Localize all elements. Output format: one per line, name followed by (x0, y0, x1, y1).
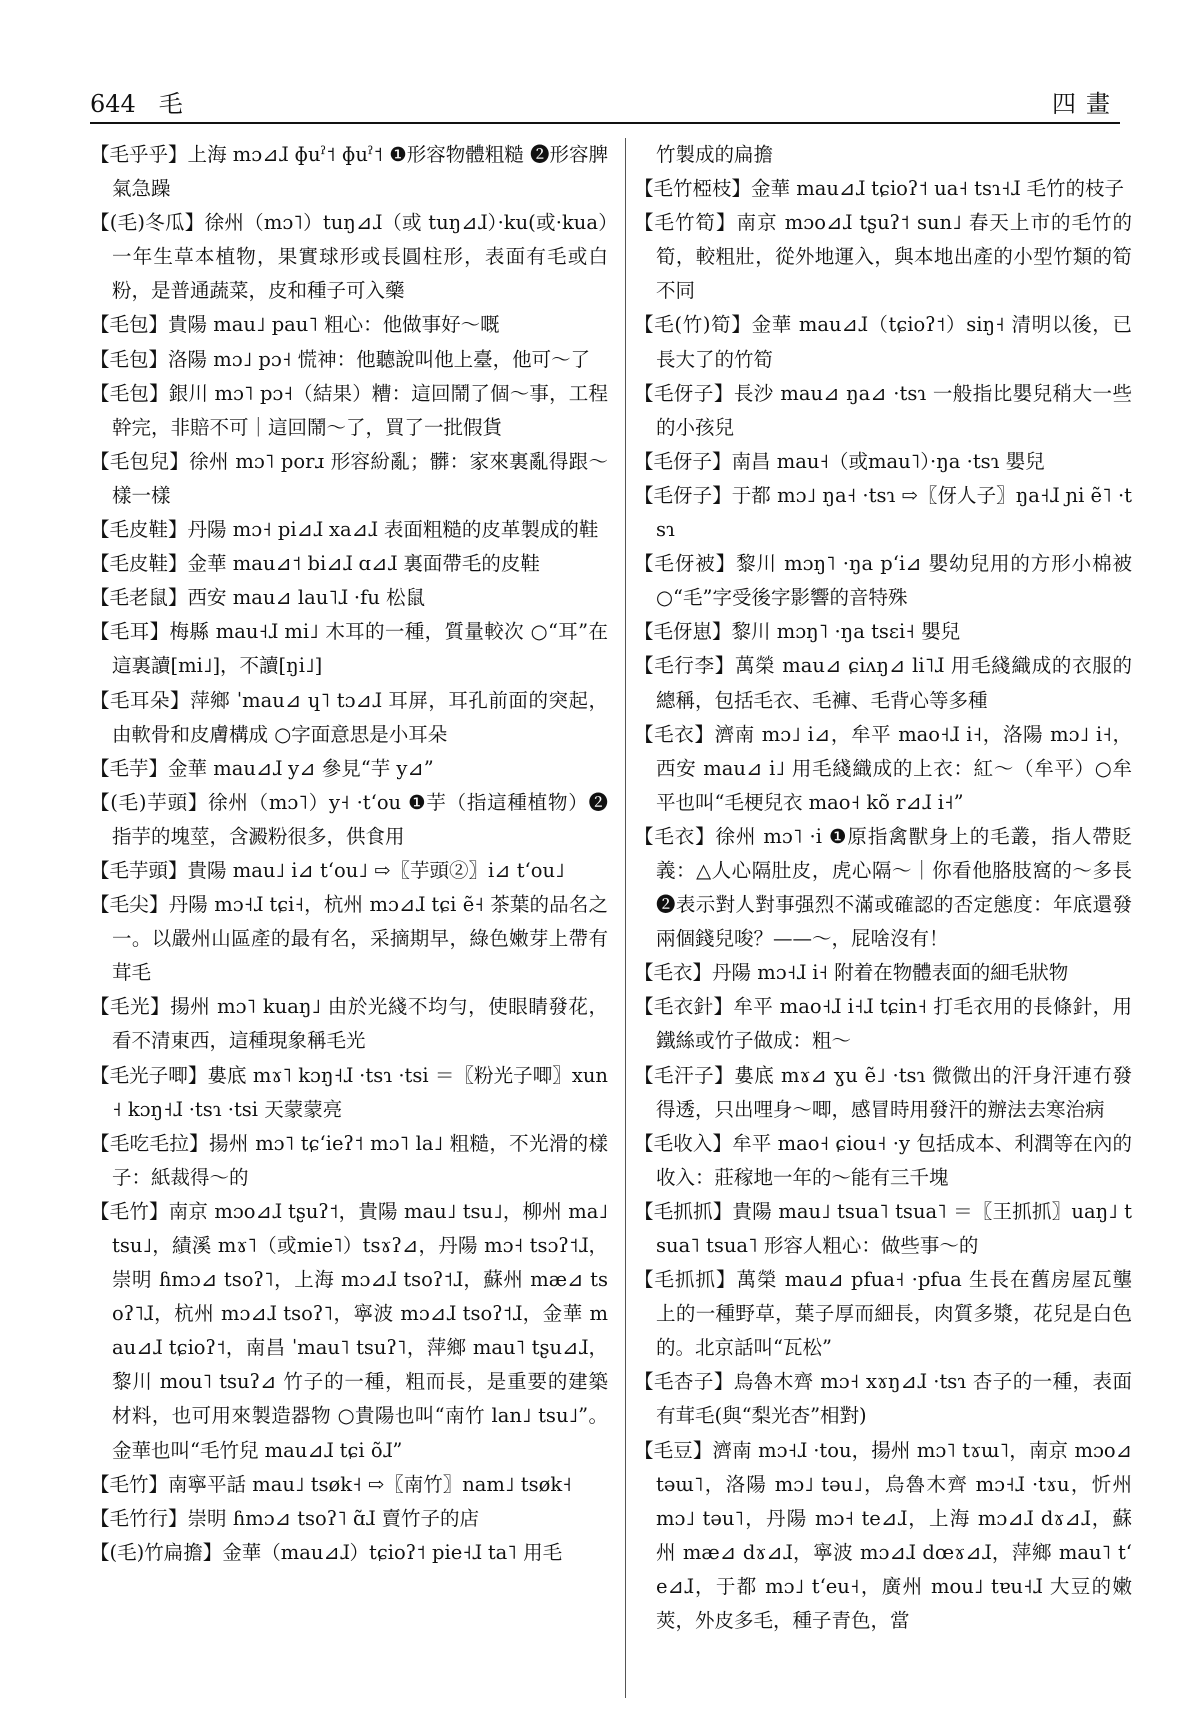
dictionary-entry: 【毛伢子】于都 mɔ˩ ŋa˧ ·tsɿ ⇨〖伢人子〗ŋa˧ɺ ɲi ẽ˥ ·tsɿ (634, 483, 1132, 542)
dictionary-entry: 【毛杏子】烏魯木齊 mɔ˧ xɤŋ⊿ɺ ·tsɿ 杏子的一種，表面有茸毛(與“梨光杏”相對) (634, 1370, 1132, 1428)
dictionary-entry: 【毛耳】梅縣 mau˧ɺ mi˩ 木耳的一種，質量較次 ○“耳”在這裏讀[mi˩]，不讀[ŋi˩] (90, 620, 608, 678)
dictionary-entry: 【毛包】貴陽 mau˩ pau˥ 粗心：他做事好～嘅 (90, 313, 500, 337)
dictionary-entry: 【毛皮鞋】丹陽 mɔ˧ pi⊿ɺ xa⊿ɺ 表面粗糙的皮革製成的鞋 (90, 518, 599, 542)
dictionary-entry: 【毛抓抓】萬榮 mau⊿ pfua˧ ·pfua 生長在舊房屋瓦壟上的一種野草，葉子厚而細長，肉質多漿，花兒是白色的。北京話叫“瓦松” (634, 1268, 1132, 1360)
dictionary-entry: 【毛竹椏枝】金華 mau⊿ɺ tɕioʔ˦ ua˧ tsɿ˧ɺ 毛竹的枝子 (634, 177, 1124, 201)
dictionary-entry: 【毛(竹)筍】金華 mau⊿ɺ（tɕioʔ˦）siŋ˧ 清明以後，已長大了的竹筍 (634, 313, 1132, 371)
section-title: 四畫 (1052, 90, 1120, 118)
dictionary-entry: 【毛衣針】牟平 mao˧ɺ i˧ɺ tɕin˧ 打毛衣用的長條針，用鐵絲或竹子做成：粗～ (634, 995, 1132, 1053)
dictionary-entry: 【(毛)冬瓜】徐州（mɔ˥）tuŋ⊿ɺ（或 tuŋ⊿ɺ）·ku(或·kua）一年生草本植物，果實球形或長圓柱形，表面有毛或白粉，是普通蔬菜，皮和種子可入藥 (90, 211, 608, 303)
dictionary-entry: 【毛衣】徐州 mɔ˥ ·i ❶原指禽獸身上的毛叢，指人帶貶義：△人心隔肚皮，虎心隔～｜你看他胳肢窩的～多長 ❷表示對人對事强烈不滿或確認的否定態度：年底還發兩個錢兒唆？——～，屁啥沒有！ (634, 824, 1132, 951)
dictionary-entry: 【毛吃毛拉】揚州 mɔ˥ tɕʻieʔ˦ mɔ˥ la˩ 粗糙，不光滑的樣子：紙裁得～的 (90, 1131, 608, 1189)
dictionary-entry: 【毛芋頭】貴陽 mau˩ i⊿ tʻou˩ ⇨〖芋頭②〗i⊿ tʻou˩ (90, 858, 565, 882)
dictionary-entry: 【毛竹】南寧平話 mau˩ tsøk˧ ⇨〖南竹〗nam˩ tsøk˧ (90, 1472, 572, 1496)
dictionary-entry: 【毛包】洛陽 mɔ˩ pɔ˧ 慌神：他聽說叫他上臺，他可～了 (90, 347, 591, 371)
radical-heading: 毛 (158, 90, 183, 118)
dictionary-entry: 【毛行李】萬榮 mau⊿ ɕiʌŋ⊿ li˥ɺ 用毛綫織成的衣服的總稱，包括毛衣、毛褲、毛背心等多種 (634, 654, 1132, 712)
dictionary-entry: 【毛汗子】婁底 mɤ⊿ ɣu ẽ˩ ·tsɿ 微微出的汗身汗連冇發得透，只出哩身～唧，感冒時用發汗的辦法去寒治病 (634, 1063, 1132, 1121)
dictionary-entry: 【毛竹行】崇明 ɦmɔ⊿ tsoʔ˥ ɑ̃ɺ 賣竹子的店 (90, 1506, 480, 1530)
dictionary-entry: 【毛包兒】徐州 mɔ˥ porɹ 形容紛亂；髒：家來裏亂得跟～樣一樣 (90, 449, 608, 507)
dictionary-entry: 【(毛)竹扁擔】金華（mau⊿ɺ）tɕioʔ˦ pie˧ɺ ta˥ 用毛 (90, 1540, 563, 1564)
dictionary-entry: 【毛抓抓】貴陽 mau˩ tsua˥ tsua˥ ＝〖王抓抓〗uaŋ˩ tsua˥ tsua˥ 形容人粗心：做些事～的 (634, 1199, 1132, 1257)
dictionary-entry: 【(毛)芋頭】徐州（mɔ˥）y˧ ·tʻou ❶芋（指這種植物）❷指芋的塊莖，含澱粉很多，供食用 (90, 790, 608, 848)
column-divider (625, 138, 626, 1698)
dictionary-entry: 【毛皮鞋】金華 mau⊿˦ bi⊿ɺ ɑ⊿ɺ 裏面帶毛的皮鞋 (90, 552, 540, 576)
right-column (634, 138, 1132, 1638)
dictionary-entry: 【毛光子唧】婁底 mɤ˥ kɔŋ˧ɺ ·tsɿ ·tsi ＝〖粉光子唧〗xun˧ kɔŋ˧ɺ ·tsɿ ·tsi 天蒙蒙亮 (90, 1063, 608, 1121)
dictionary-entry: 【毛尖】丹陽 mɔ˧ɺ tɕi˧，杭州 mɔ⊿ɺ tɕi ẽ˧ 茶葉的品名之一。以嚴州山區產的最有名，采摘期早，綠色嫩芽上帶有茸毛 (90, 893, 608, 985)
dictionary-entry: 【毛伢崽】黎川 mɔŋ˥ ·ŋa tsɛi˧ 嬰兒 (634, 620, 961, 644)
dictionary-entry: 【毛光】揚州 mɔ˥ kuaŋ˩ 由於光綫不均勻，使眼睛發花，看不清東西，這種現象稱毛光 (90, 995, 608, 1053)
header-rule (90, 122, 1120, 124)
dictionary-entry: 【毛耳朵】萍鄉 ˈmau⊿ ɥ˥ tɔ⊿ɺ 耳屏，耳孔前面的突起，由軟骨和皮膚構成 ○字面意思是小耳朵 (90, 688, 608, 746)
dictionary-entry: 【毛伢被】黎川 mɔŋ˥ ·ŋa pʻi⊿ 嬰幼兒用的方形小棉被 ○“毛”字受後字影響的音特殊 (634, 552, 1132, 610)
dictionary-entry: 【毛老鼠】西安 mau⊿ lau˥ɺ ·fu 松鼠 (90, 586, 426, 610)
dictionary-entry: 【毛芋】金華 mau⊿ɺ y⊿ 參見“芋 y⊿” (90, 756, 434, 780)
dictionary-entry: 【毛伢子】南昌 mau˧（或mau˥）·ŋa ·tsɿ 嬰兒 (634, 449, 1045, 473)
dictionary-entry: 【毛包】銀川 mɔ˥ pɔ˧（結果）糟：這回鬧了個～事，工程幹完，非賠不可｜這回鬧～了，買了一批假貨 (90, 381, 608, 439)
dictionary-entry: 【毛竹筍】南京 mɔo⊿ɺ tʂuʔ˦ sun˩ 春天上市的毛竹的筍，較粗壯，從外地運入，與本地出產的小型竹類的筍不同 (634, 211, 1132, 303)
page-number: 644 (90, 90, 136, 118)
left-column (90, 138, 608, 1570)
page-header (90, 84, 1120, 120)
header-left (90, 84, 183, 119)
dictionary-entry: 【毛衣】濟南 mɔ˩ i⊿，牟平 mao˧ɺ i˧，洛陽 mɔ˩ i˧，西安 mau⊿ i˩ 用毛綫織成的上衣：紅～（牟平）○牟平也叫“毛梗兒衣 mao˧ kõ r⊿ɺ i˧” (634, 722, 1132, 814)
dictionary-entry: 【毛衣】丹陽 mɔ˧ɺ i˧ 附着在物體表面的細毛狀物 (634, 961, 1069, 985)
dictionary-entry: 【毛收入】牟平 mao˧ ɕiou˧ ·y 包括成本、利潤等在內的收入：莊稼地一年的～能有三千塊 (634, 1131, 1132, 1189)
dictionary-entry: 【毛乎乎】上海 mɔ⊿ɺ ɸuˀ˦ ɸuˀ˦ ❶形容物體粗糙 ❷形容脾氣急躁 (90, 143, 608, 201)
dictionary-entry: 【毛豆】濟南 mɔ˧ɺ ·tou，揚州 mɔ˥ tɤɯ˥，南京 mɔo⊿ təɯ˥，洛陽 mɔ˩ təu˩，烏魯木齊 mɔ˧ɺ ·tɤu，忻州 mɔ˩ təu˥，丹陽 mɔ˧ te⊿ɺ，上海 mɔ⊿ɺ dɤ⊿ɺ，蘇州 mæ⊿ dɤ⊿ɺ，寧波 mɔ⊿ɺ dœɤ⊿ɺ，萍鄉 mau˥ tʻe⊿ɺ，于都 mɔ˩ tʻeu˧，廣州 mou˩ tɐu˧ɺ 大豆的嫩莢，外皮多毛，種子青色，當 (634, 1438, 1132, 1633)
dictionary-entry: 【毛竹】南京 mɔo⊿ɺ tʂuʔ˦，貴陽 mau˩ tsu˩，柳州 ma˩ tsu˩，績溪 mɤ˥（或mie˥）tsɤʔ⊿，丹陽 mɔ˧ tsɔʔ˦ɺ，崇明 ɦmɔ⊿ tsoʔ˥，上海 mɔ⊿ɺ tsoʔ˦ɺ，蘇州 mæ⊿ tsoʔ˥ɺ，杭州 mɔ⊿ɺ tsoʔ˥，寧波 mɔ⊿ɺ tsoʔ˦ɺ，金華 mau⊿ɺ tɕioʔ˦，南昌 ˈmau˥ tsuʔ˥，萍鄉 mau˥ tʂu⊿ɺ，黎川 mou˥ tsuʔ⊿ 竹子的一種，粗而長，是重要的建築材料，也可用來製造器物 ○貴陽也叫“南竹 lan˩ tsu˩”。金華也叫“毛竹兒 mau⊿ɺ tɕi õɺ” (90, 1199, 608, 1462)
dictionary-entry: 【毛伢子】長沙 mau⊿ ŋa⊿ ·tsɿ 一般指比嬰兒稍大一些的小孩兒 (634, 381, 1132, 439)
entry-continuation: 竹製成的扁擔 (656, 143, 774, 166)
